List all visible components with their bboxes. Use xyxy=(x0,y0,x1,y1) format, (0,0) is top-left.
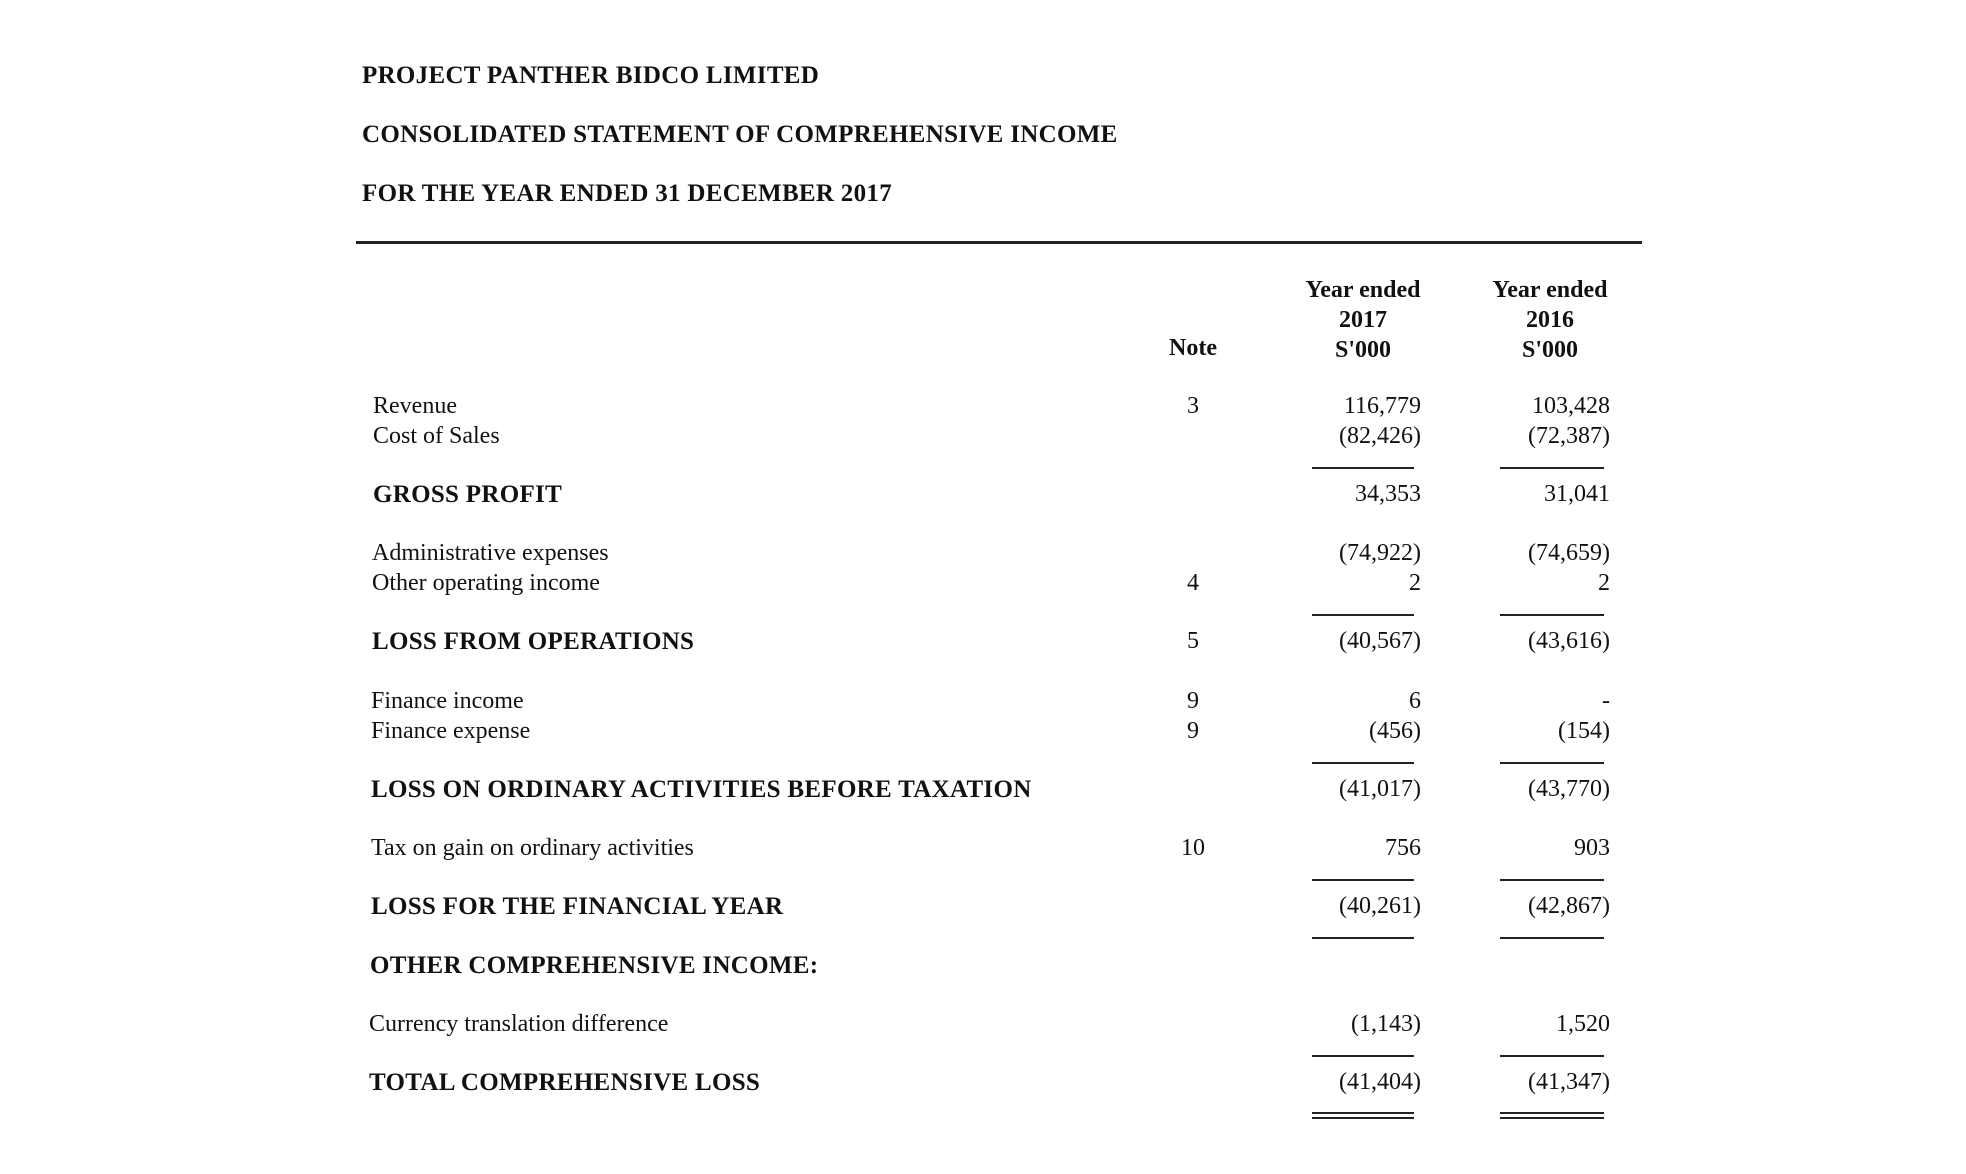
row-note: 10 xyxy=(1181,835,1205,861)
row-total-comprehensive-loss xyxy=(0,1069,1966,1099)
value-2017: (82,426) xyxy=(1339,423,1421,449)
subtotal-rule xyxy=(1312,937,1414,939)
column-header-2017-line3: S'000 xyxy=(1334,337,1391,363)
value-2016: 103,428 xyxy=(1532,393,1610,419)
subtotal-rule xyxy=(1500,1055,1604,1057)
row-note: 5 xyxy=(1187,628,1199,654)
row-currency-translation xyxy=(0,1011,1966,1041)
value-2016: (42,867) xyxy=(1528,893,1610,919)
value-2017: (40,261) xyxy=(1339,893,1421,919)
column-header-2016 xyxy=(1465,275,1635,365)
double-underline xyxy=(1500,1117,1604,1119)
row-tax xyxy=(0,835,1966,865)
value-2017: 2 xyxy=(1409,570,1421,596)
value-2017: (41,017) xyxy=(1339,776,1421,802)
value-2016: 2 xyxy=(1598,570,1610,596)
column-header-2016-line3: S'000 xyxy=(1521,337,1578,363)
value-2016: 31,041 xyxy=(1544,481,1610,507)
period-title: FOR THE YEAR ENDED 31 DECEMBER 2017 xyxy=(362,180,892,207)
value-2016: (43,616) xyxy=(1528,628,1610,654)
row-administrative-expenses xyxy=(0,540,1966,570)
value-2017: 6 xyxy=(1409,688,1421,714)
row-label: OTHER COMPREHENSIVE INCOME: xyxy=(370,952,819,979)
header-rule xyxy=(356,241,1642,244)
value-2017: (456) xyxy=(1369,718,1421,744)
value-2016: - xyxy=(1602,688,1610,714)
row-label: Finance expense xyxy=(371,718,531,744)
row-note: 9 xyxy=(1187,688,1199,714)
row-note: 4 xyxy=(1187,570,1199,596)
subtotal-rule xyxy=(1312,1055,1414,1057)
value-2016: (43,770) xyxy=(1528,776,1610,802)
row-loss-from-operations xyxy=(0,628,1966,658)
row-note: 9 xyxy=(1187,718,1199,744)
row-label: Revenue xyxy=(373,393,457,419)
value-2016: 903 xyxy=(1574,835,1610,861)
value-2017: 116,779 xyxy=(1343,393,1421,419)
statement-title: CONSOLIDATED STATEMENT OF COMPREHENSIVE INCOME xyxy=(362,121,1118,148)
column-header-2016-line1: Year ended xyxy=(1492,277,1608,303)
row-note: 3 xyxy=(1187,393,1199,419)
subtotal-rule xyxy=(1500,467,1604,469)
row-finance-income xyxy=(0,688,1966,718)
row-loss-for-financial-year xyxy=(0,893,1966,923)
subtotal-rule xyxy=(1500,614,1604,616)
value-2017: (41,404) xyxy=(1339,1069,1421,1095)
value-2016: (72,387) xyxy=(1528,423,1610,449)
column-header-2017-line1: Year ended xyxy=(1305,277,1421,303)
value-2016: (41,347) xyxy=(1528,1069,1610,1095)
row-label: Currency translation difference xyxy=(369,1011,669,1037)
row-loss-before-taxation xyxy=(0,776,1966,806)
row-revenue xyxy=(0,393,1966,423)
column-header-2017 xyxy=(1278,275,1448,365)
row-label: LOSS FROM OPERATIONS xyxy=(372,628,695,655)
value-2016: (74,659) xyxy=(1528,540,1610,566)
double-underline xyxy=(1500,1112,1604,1114)
value-2017: (1,143) xyxy=(1351,1011,1421,1037)
subtotal-rule xyxy=(1312,879,1414,881)
double-underline xyxy=(1312,1112,1414,1114)
subtotal-rule xyxy=(1312,762,1414,764)
row-other-operating-income xyxy=(0,570,1966,600)
subtotal-rule xyxy=(1500,879,1604,881)
row-label: LOSS FOR THE FINANCIAL YEAR xyxy=(371,893,784,920)
subtotal-rule xyxy=(1312,614,1414,616)
value-2017: (40,567) xyxy=(1339,628,1421,654)
row-label: GROSS PROFIT xyxy=(373,481,563,508)
note-column-header: Note xyxy=(1169,335,1217,361)
row-label: Cost of Sales xyxy=(373,423,500,449)
row-cost-of-sales xyxy=(0,423,1966,453)
value-2016: 1,520 xyxy=(1556,1011,1610,1037)
row-label: Administrative expenses xyxy=(372,540,609,566)
value-2017: (74,922) xyxy=(1339,540,1421,566)
subtotal-rule xyxy=(1500,762,1604,764)
column-header-2016-line2: 2016 xyxy=(1526,307,1574,333)
value-2017: 34,353 xyxy=(1355,481,1421,507)
row-other-comprehensive-income xyxy=(0,952,1966,982)
row-label: LOSS ON ORDINARY ACTIVITIES BEFORE TAXATION xyxy=(371,776,1032,803)
column-header-2017-line2: 2017 xyxy=(1339,307,1387,333)
row-label: Tax on gain on ordinary activities xyxy=(371,835,694,861)
subtotal-rule xyxy=(1312,467,1414,469)
double-underline xyxy=(1312,1117,1414,1119)
subtotal-rule xyxy=(1500,937,1604,939)
row-label: Finance income xyxy=(371,688,524,714)
value-2016: (154) xyxy=(1558,718,1610,744)
row-gross-profit xyxy=(0,481,1966,511)
row-label: TOTAL COMPREHENSIVE LOSS xyxy=(369,1069,761,1096)
value-2017: 756 xyxy=(1385,835,1421,861)
company-name: PROJECT PANTHER BIDCO LIMITED xyxy=(362,62,820,89)
row-label: Other operating income xyxy=(372,570,600,596)
row-finance-expense xyxy=(0,718,1966,748)
